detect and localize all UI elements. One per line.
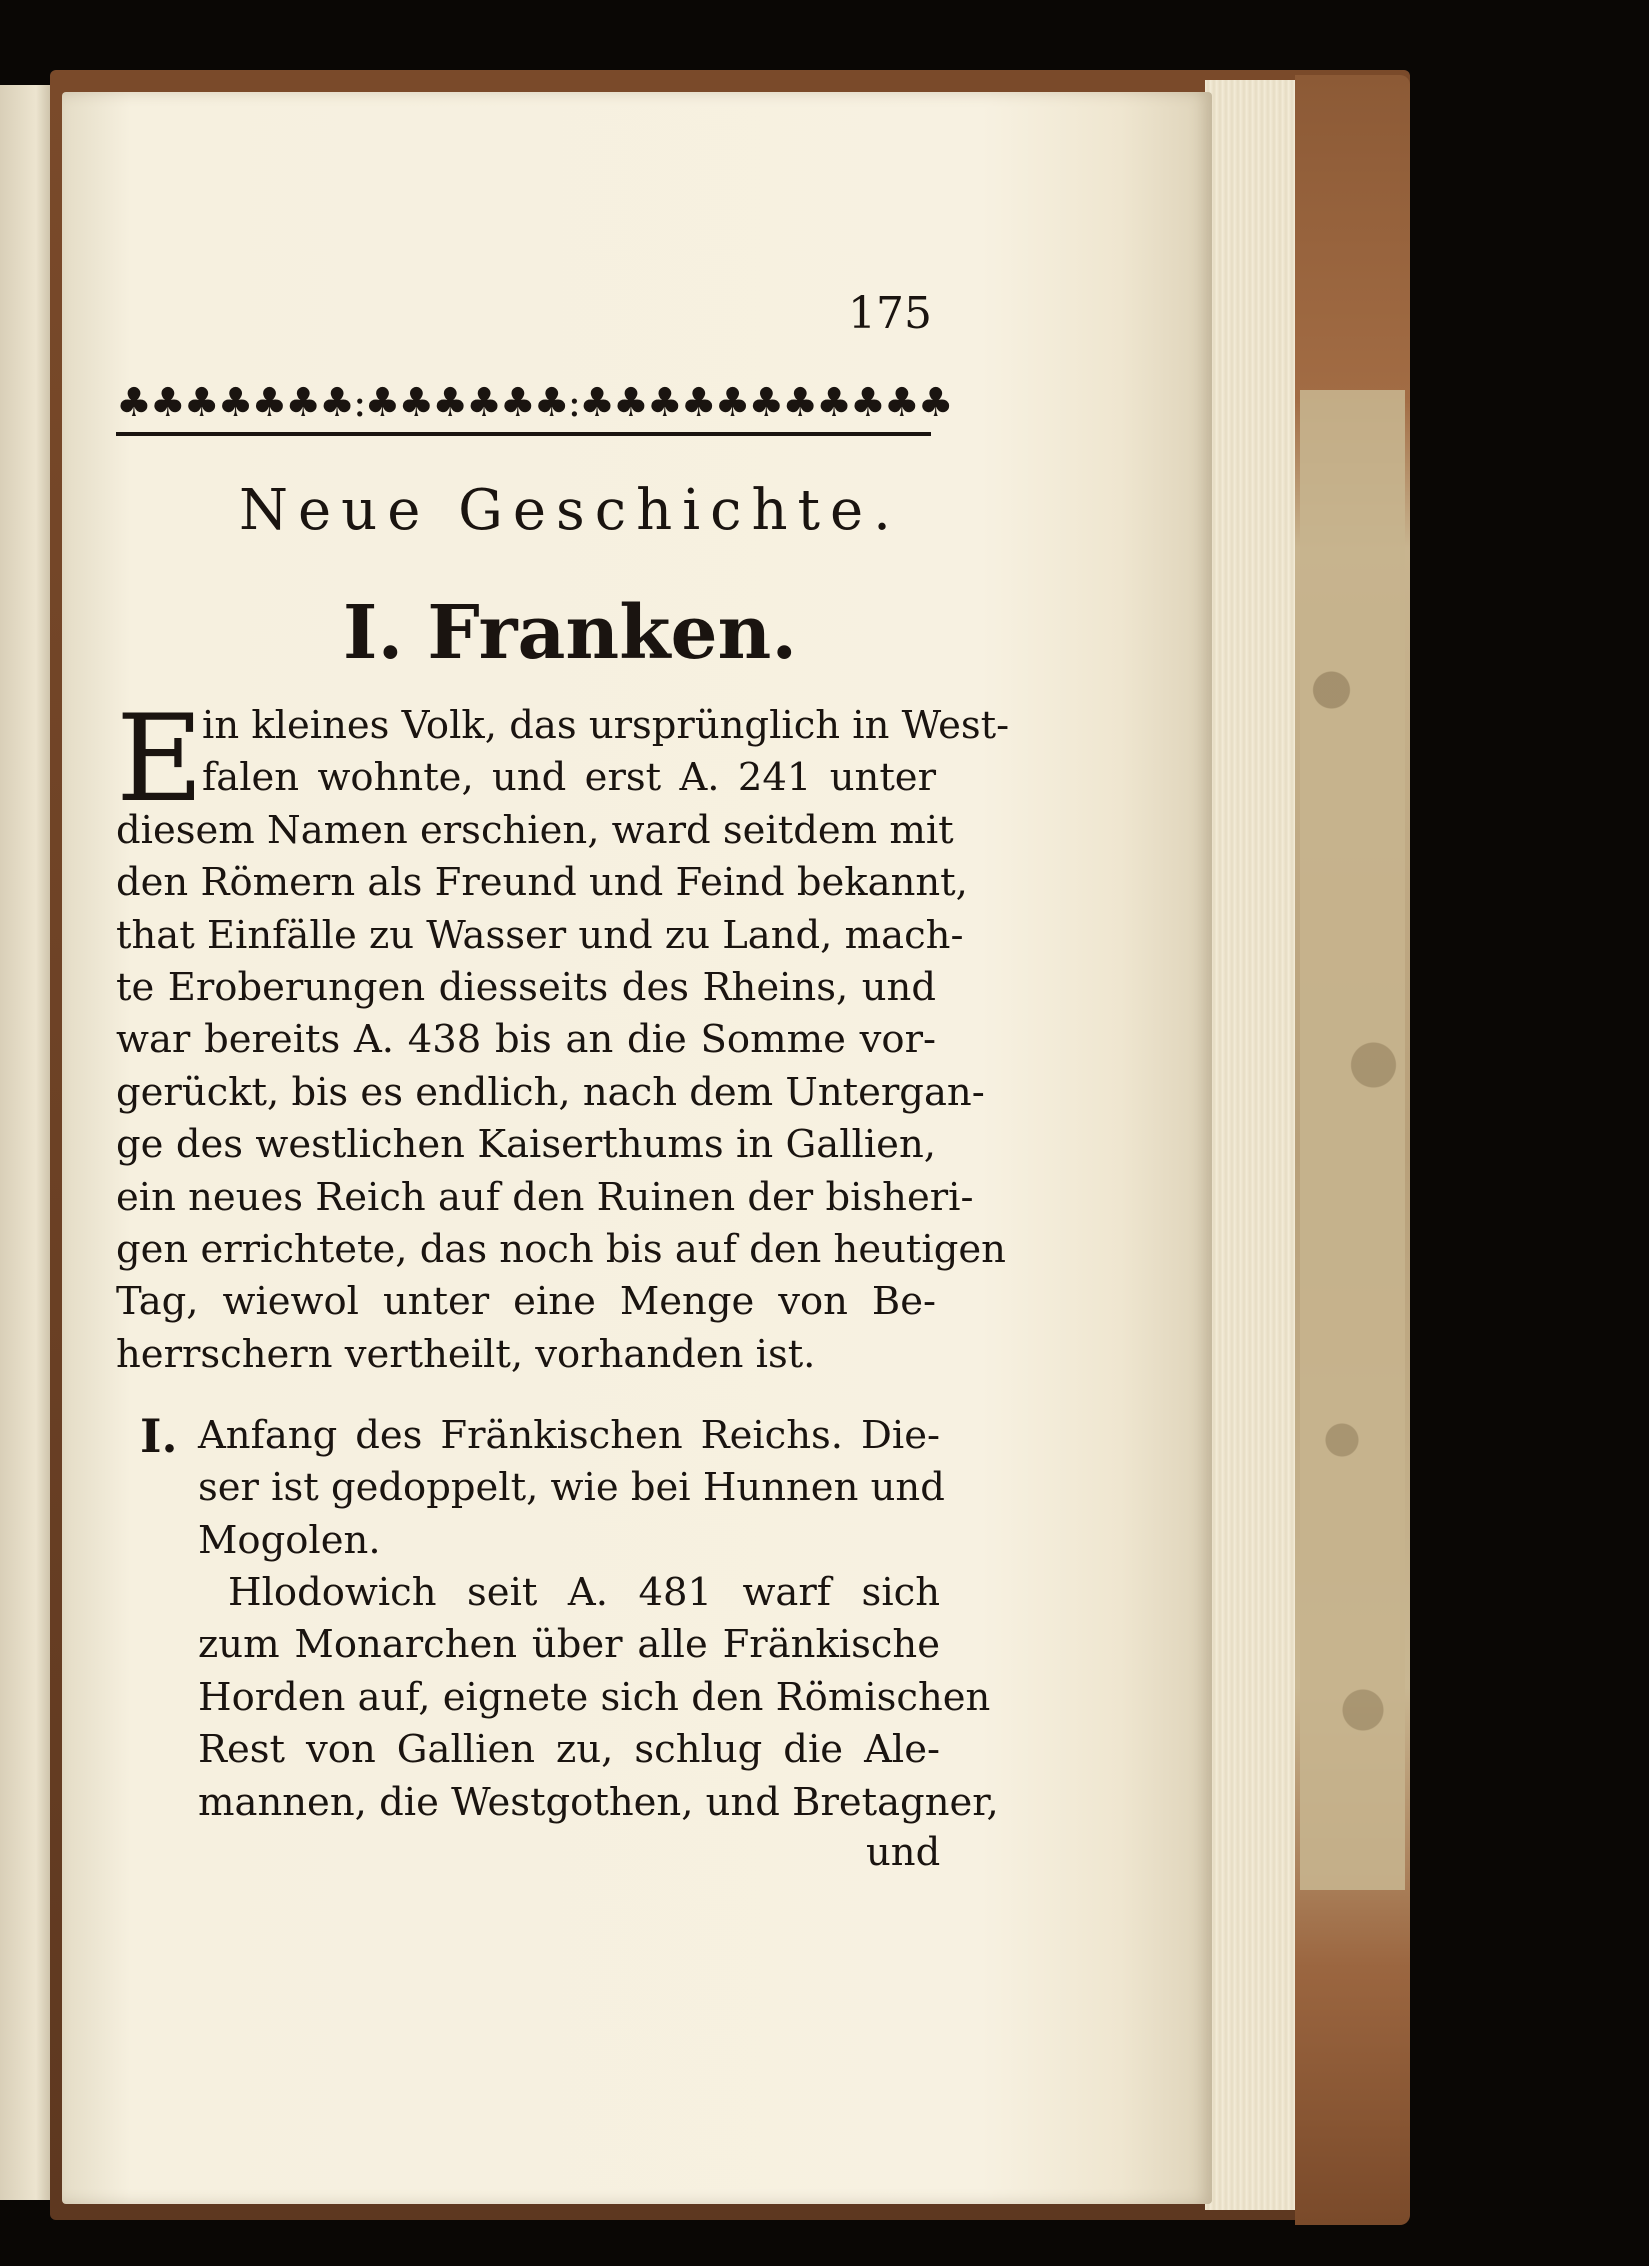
section-number: I. (140, 1409, 178, 1463)
text-line: gerückt, bis es endlich, nach dem Untergan- (116, 1069, 985, 1115)
catchword: und (866, 1830, 941, 1875)
text-line: ge des westlichen Kaiserthums in Gallien, (116, 1122, 936, 1168)
text-line: gen errichtete, das noch bis auf den heutigen (116, 1226, 1006, 1272)
page-number: 175 (848, 288, 932, 339)
text-line: ser ist gedoppelt, wie bei Hunnen und (198, 1465, 945, 1511)
page-block-edge (1205, 80, 1300, 2210)
text-line: Anfang des Fränkischen Reichs. Die- (198, 1413, 940, 1458)
text-line: Mogolen. (198, 1517, 381, 1563)
text-line: Tag, wiewol unter eine Menge von Be- (116, 1279, 936, 1325)
text-line: war bereits A. 438 bis an die Somme vor- (116, 1017, 936, 1063)
text-line: Horden auf, eignete sich den Römischen (198, 1674, 991, 1720)
text-line: diesem Namen erschien, ward seitdem mit (116, 807, 954, 853)
text-line: that Einfälle zu Wasser und zu Land, mach- (116, 912, 964, 958)
numbered-section (140, 1409, 945, 1567)
intro-paragraph (116, 690, 1010, 1381)
text-line: falen wohnte, und erst A. 241 unter (202, 755, 936, 801)
ornamental-rule: ♣♣♣♣♣♣♣:♣♣♣♣♣♣:♣♣♣♣♣♣♣♣♣♣♣ (116, 378, 931, 436)
chapter-title (0, 590, 1100, 676)
text-line: in kleines Volk, das ursprünglich in West- (202, 703, 1010, 748)
text-line: ein neues Reich auf den Ruinen der bisheri- (116, 1174, 974, 1220)
drop-cap: E (116, 690, 204, 829)
chapter-number: I. (342, 590, 404, 676)
marbled-spine-paper (1300, 390, 1405, 1890)
body-paragraph (198, 1567, 999, 1829)
text-line: mannen, die Westgothen, und Bretagner, (198, 1779, 999, 1825)
section-heading: Neue Geschichte. (239, 478, 901, 543)
text-line: herrschern vertheilt, vorhanden ist. (116, 1331, 816, 1377)
text-line: Hlodowich seit A. 481 warf sich (228, 1570, 940, 1615)
text-line: zum Monarchen über alle Fränkische (198, 1622, 940, 1668)
text-line: te Eroberungen diesseits des Rheins, und (116, 964, 936, 1010)
chapter-name: Franken. (427, 590, 798, 676)
text-line: den Römern als Freund und Feind bekannt, (116, 860, 968, 906)
text-line: Rest von Gallien zu, schlug die Ale- (198, 1727, 940, 1773)
